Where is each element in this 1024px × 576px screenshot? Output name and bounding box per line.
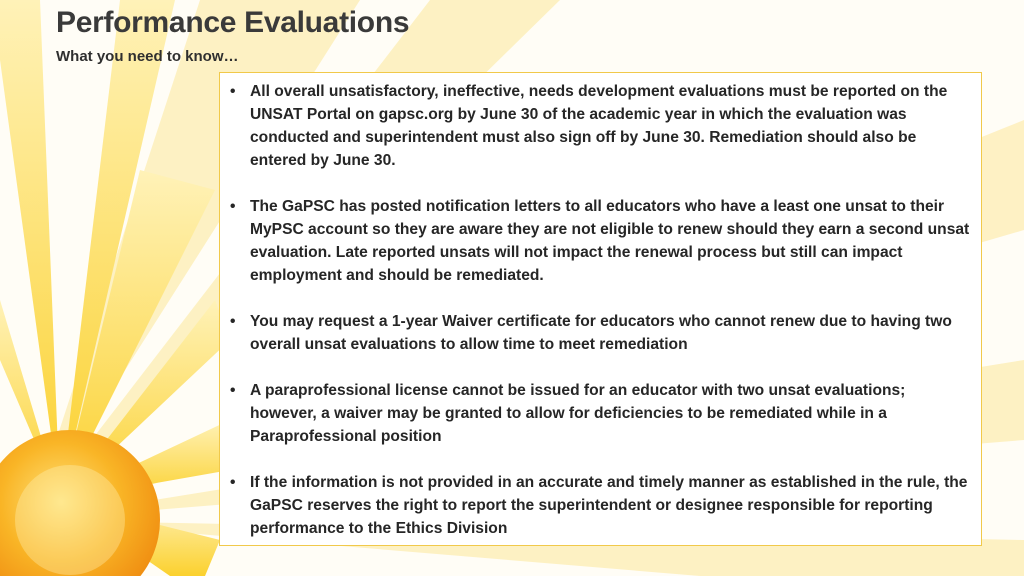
bullet-item [226,310,971,356]
bullet-icon: • [230,313,236,330]
bullet-item [226,80,971,172]
page-title: Performance Evaluations [56,6,410,39]
bullet-icon: • [230,83,236,100]
bullet-text: A paraprofessional license cannot be issued for an educator with two unsat evaluations; however, a waiver may be granted to allow for deficiencies to be remediated while in a Paraprofessional position [250,382,906,445]
bullet-list [226,80,971,540]
bullet-icon: • [230,198,236,215]
bullet-icon: • [230,382,236,399]
bullet-icon: • [230,474,236,491]
bullet-text: The GaPSC has posted notification letters to all educators who have a least one unsat to their MyPSC account so they are aware they are not eligible to renew should they earn a second unsat evaluation. Late reported unsats will not impact the renewal process but still can impact employment and should be remediated. [250,198,970,284]
bullet-item [226,379,971,448]
bullet-text: All overall unsatisfactory, ineffective, needs development evaluations must be reported on the UNSAT Portal on gapsc.org by June 30 of the academic year in which the evaluation was conducted and superintendent must also sign off by June 30. Remediation should also be entered by June 30. [250,83,948,169]
content-box [219,72,982,546]
bullet-text: You may request a 1-year Waiver certificate for educators who cannot renew due to having two overall unsat evaluations to allow time to meet remediation [250,313,952,353]
bullet-text: If the information is not provided in an accurate and timely manner as established in the rule, the GaPSC reserves the right to report the superintendent or designee responsible for reporting performance to the Ethics Division [250,474,968,537]
page-subtitle: What you need to know… [56,48,239,65]
bullet-item [226,471,971,540]
bullet-item [226,195,971,287]
